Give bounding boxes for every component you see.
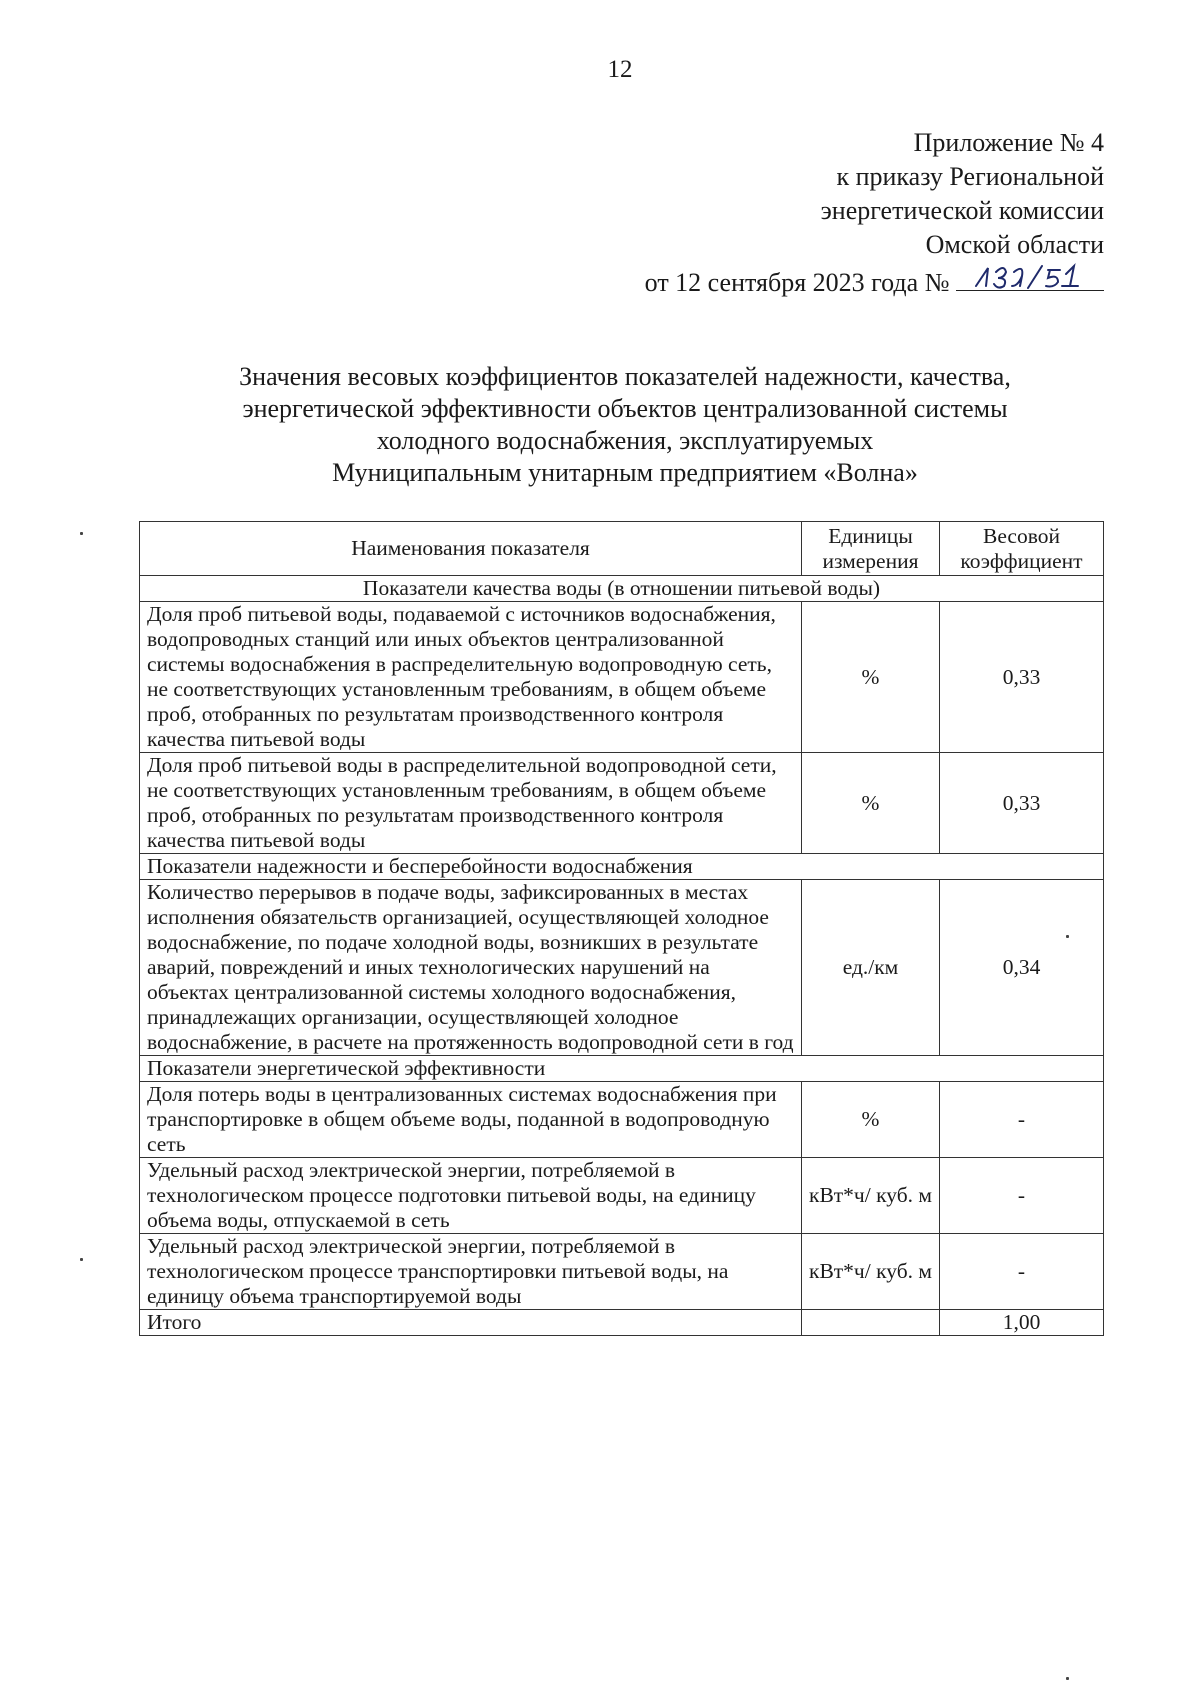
table-row — [140, 1158, 1104, 1234]
indicator-weight: 0,33 — [940, 602, 1104, 753]
table-row — [140, 602, 1104, 753]
indicator-weight: - — [940, 1234, 1104, 1310]
appendix-line: Омской области — [925, 230, 1104, 259]
coefficients-table — [139, 521, 1104, 1336]
title-line: Муниципальным унитарным предприятием «Волна» — [332, 458, 918, 487]
indicator-name: Удельный расход электрической энергии, потребляемой в технологическом процессе подготовки питьевой воды, на единицу объема воды, отпускаемой в сеть — [140, 1158, 802, 1234]
table-row — [140, 1082, 1104, 1158]
section-row — [140, 1056, 1104, 1082]
table-header-row — [140, 522, 1104, 576]
section-row — [140, 576, 1104, 602]
section-title: Показатели надежности и бесперебойности водоснабжения — [140, 854, 1104, 880]
scan-speck — [80, 532, 83, 535]
section-title: Показатели энергетической эффективности — [140, 1056, 1104, 1082]
handwritten-order-number — [956, 262, 1104, 291]
indicator-unit: ед./км — [802, 880, 940, 1056]
indicator-weight: - — [940, 1082, 1104, 1158]
appendix-block — [544, 126, 1104, 300]
section-row — [140, 854, 1104, 880]
indicator-weight: 0,33 — [940, 753, 1104, 854]
section-title: Показатели качества воды (в отношении питьевой воды) — [140, 576, 1104, 602]
indicator-weight: 0,34 — [940, 880, 1104, 1056]
appendix-line: к приказу Региональной — [836, 162, 1104, 191]
total-weight: 1,00 — [940, 1310, 1104, 1336]
indicator-unit: % — [802, 753, 940, 854]
indicator-name: Удельный расход электрической энергии, потребляемой в технологическом процессе транспортировки питьевой воды, на единицу объема транспортируемой воды — [140, 1234, 802, 1310]
appendix-date: от 12 сентября 2023 года № — [644, 268, 950, 297]
title-line: энергетической эффективности объектов централизованной системы — [242, 394, 1008, 423]
document-title — [150, 361, 1100, 489]
header-weight: Весовой коэффициент — [940, 522, 1104, 576]
total-label: Итого — [140, 1310, 802, 1336]
indicator-name: Доля потерь воды в централизованных системах водоснабжения при транспортировке в общем объеме воды, поданной в водопроводную сеть — [140, 1082, 802, 1158]
appendix-line: энергетической комиссии — [820, 196, 1104, 225]
table-row — [140, 753, 1104, 854]
indicator-unit: кВт*ч/ куб. м — [802, 1158, 940, 1234]
scan-speck — [80, 1258, 83, 1261]
indicator-name: Доля проб питьевой воды, подаваемой с источников водоснабжения, водопроводных станций или иных объектов централизованной системы водоснабжения в распределительную водопроводную сеть, не соответствующих установленным требованиям, в общем объеме проб, отобранных по результатам производственного контроля качества питьевой воды — [140, 602, 802, 753]
table-row — [140, 880, 1104, 1056]
total-unit — [802, 1310, 940, 1336]
appendix-line: Приложение № 4 — [913, 128, 1104, 157]
total-row — [140, 1310, 1104, 1336]
appendix-date-line — [544, 262, 1104, 300]
indicator-unit: кВт*ч/ куб. м — [802, 1234, 940, 1310]
indicator-unit: % — [802, 1082, 940, 1158]
title-line: Значения весовых коэффициентов показателей надежности, качества, — [239, 362, 1011, 391]
header-name: Наименования показателя — [140, 522, 802, 576]
indicator-name: Доля проб питьевой воды в распределительной водопроводной сети, не соответствующих установленным требованиям, в общем объеме проб, отобранных по результатам производственного контроля качества питьевой воды — [140, 753, 802, 854]
header-unit: Единицы измерения — [802, 522, 940, 576]
table-row — [140, 1234, 1104, 1310]
indicator-unit: % — [802, 602, 940, 753]
title-line: холодного водоснабжения, эксплуатируемых — [376, 426, 874, 455]
indicator-name: Количество перерывов в подаче воды, зафиксированных в местах исполнения обязательств организацией, осуществляющей холодное водоснабжение, по подаче холодной воды, возникших в результате аварий, повреждений и иных технологических нарушений на объектах централизованной системы холодного водоснабжения, принадлежащих организации, осуществляющей холодное водоснабжение, в расчете на протяженность водопроводной сети в год — [140, 880, 802, 1056]
scan-speck — [1066, 1677, 1069, 1680]
indicator-weight: - — [940, 1158, 1104, 1234]
page-number: 12 — [607, 56, 633, 83]
scan-speck — [1066, 935, 1069, 938]
